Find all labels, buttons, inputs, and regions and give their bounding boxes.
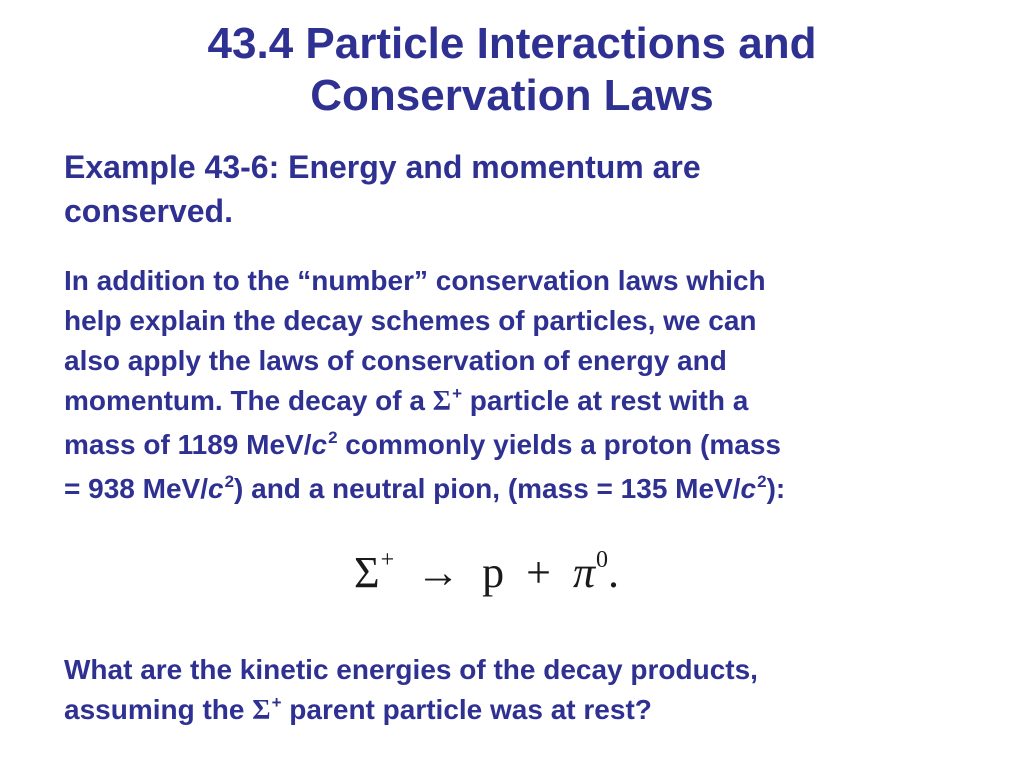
sigma-symbol: Σ xyxy=(252,695,271,726)
equation-pion: π xyxy=(572,548,596,597)
equation-plus: + xyxy=(526,548,551,597)
sigma-symbol: Σ xyxy=(432,386,452,417)
title-line-2: Conservation Laws xyxy=(310,71,714,120)
body-line-6-end: ): xyxy=(766,473,786,504)
question-text xyxy=(64,650,964,734)
speed-of-light-symbol: c xyxy=(311,429,328,460)
exponent-superscript: 2 xyxy=(224,472,235,491)
body-line-6-middle: ) and a neutral pion, (mass = 135 MeV/ xyxy=(234,473,741,504)
body-line-1: In addition to the “number” conservation laws which xyxy=(64,265,766,296)
body-line-5-end: commonly yields a proton (mass xyxy=(337,429,781,460)
example-heading-line-1: Example 43-6: Energy and momentum are xyxy=(64,149,701,185)
speed-of-light-symbol: c xyxy=(207,473,224,504)
body-line-3: also apply the laws of conservation of energy and xyxy=(64,345,727,376)
equation-proton: p xyxy=(482,548,505,597)
equation-arrow: → xyxy=(416,548,461,597)
body-line-5 xyxy=(64,425,964,469)
speed-of-light-symbol: c xyxy=(740,473,757,504)
body-line-4-start: momentum. The decay of a xyxy=(64,385,433,416)
question-line-2-end: parent particle was at rest? xyxy=(281,694,652,725)
equation-sigma: Σ xyxy=(354,548,380,597)
body-line-4-end: particle at rest with a xyxy=(462,385,749,416)
question-line-2 xyxy=(64,690,964,734)
body-line-2: help explain the decay schemes of particles, we can xyxy=(64,305,757,336)
body-line-6 xyxy=(64,469,964,513)
body-paragraph xyxy=(64,261,964,513)
decay-equation xyxy=(354,543,619,610)
body-line-6-start: = 938 MeV/ xyxy=(64,473,208,504)
equation-sigma-charge: + xyxy=(380,547,395,573)
body-line-5-start: mass of 1189 MeV/ xyxy=(64,429,312,460)
title-line-1: 43.4 Particle Interactions and xyxy=(207,19,817,68)
slide-title xyxy=(0,18,1024,122)
example-heading xyxy=(64,145,964,233)
body-line-4 xyxy=(64,381,964,425)
equation-pion-charge: 0 xyxy=(596,547,609,573)
exponent-superscript: 2 xyxy=(757,472,767,491)
sigma-charge-superscript: + xyxy=(271,693,282,712)
sigma-charge-superscript: + xyxy=(452,384,462,403)
question-line-1: What are the kinetic energies of the decay products, xyxy=(64,654,758,685)
equation-period: . xyxy=(608,548,620,597)
question-line-2-start: assuming the xyxy=(64,694,253,725)
example-heading-line-2: conserved. xyxy=(64,193,233,229)
exponent-superscript: 2 xyxy=(328,428,338,447)
